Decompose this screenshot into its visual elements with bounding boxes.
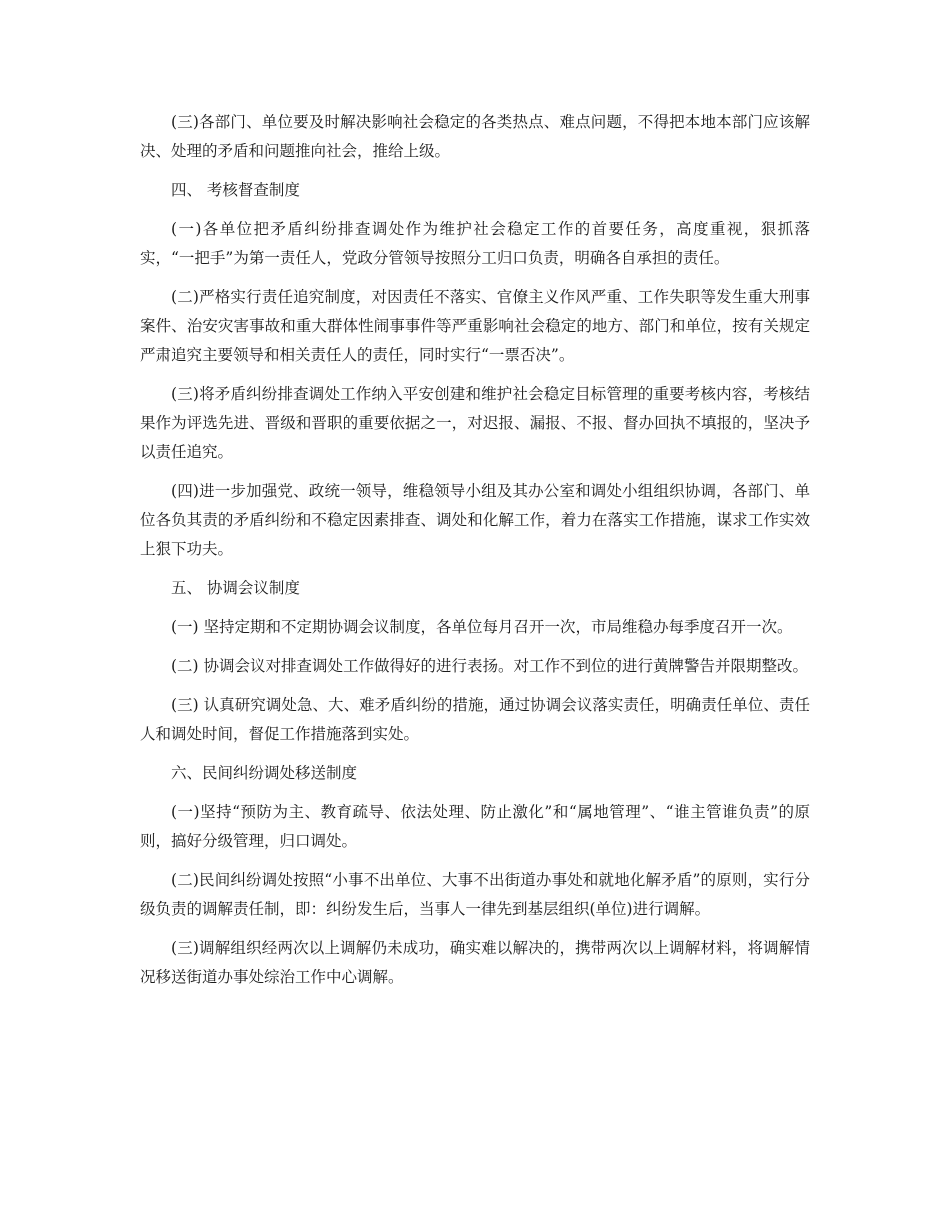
paragraph-4-4: (四)进一步加强党、政统一领导，维稳领导小组及其办公室和调处小组组织协调，各部门、单位各负其责的矛盾纠纷和不稳定因素排查、调处和化解工作，着力在落实工作措施，谋求工作实效上狠下功夫。	[140, 482, 810, 558]
paragraph-6-3: (三)调解组织经两次以上调解仍未成功，确实难以解决的，携带两次以上调解材料，将调解情况移送街道办事处综治工作中心调解。	[140, 939, 810, 986]
paragraph-5-1: (一) 坚持定期和不定期协调会议制度，各单位每月召开一次，市局维稳办每季度召开一次。	[171, 618, 793, 636]
document-body	[140, 108, 810, 1002]
paragraph-5-2: (二) 协调会议对排查调处工作做得好的进行表扬。对工作不到位的进行黄牌警告并限期整改。	[171, 657, 809, 675]
section-heading-6-disputes: 六、民间纠纷调处移送制度	[171, 764, 358, 782]
paragraph-5-3: (三) 认真研究调处急、大、难矛盾纠纷的措施，通过协调会议落实责任，明确责任单位、责任人和调处时间，督促工作措施落到实处。	[140, 696, 810, 743]
paragraph-6-1: (一)坚持“预防为主、教育疏导、依法处理、防止激化”和“属地管理”、“谁主管谁负责”的原则，搞好分级管理，归口调处。	[140, 803, 810, 850]
section-heading-4-assessment: 四、 考核督查制度	[171, 181, 300, 199]
paragraph-4-1: (一)各单位把矛盾纠纷排查调处作为维护社会稳定工作的首要任务，高度重视，狠抓落实，“一把手”为第一责任人，党政分管领导按照分工归口负责，明确各自承担的责任。	[140, 220, 810, 267]
section-heading-5-meetings: 五、 协调会议制度	[171, 579, 300, 597]
paragraph-4-2: (二)严格实行责任追究制度，对因责任不落实、官僚主义作风严重、工作失职等发生重大刑事案件、治安灾害事故和重大群体性闹事事件等严重影响社会稳定的地方、部门和单位，按有关规定严肃追究主要领导和相关责任人的责任，同时实行“一票否决”。	[140, 288, 810, 364]
paragraph-4-3: (三)将矛盾纠纷排查调处工作纳入平安创建和维护社会稳定目标管理的重要考核内容，考核结果作为评选先进、晋级和晋职的重要依据之一，对迟报、漏报、不报、督办回执不填报的，坚决予以责任追究。	[140, 385, 810, 461]
paragraph-san-hotspot-issues: (三)各部门、单位要及时解决影响社会稳定的各类热点、难点问题，不得把本地本部门应该解决、处理的矛盾和问题推向社会，推给上级。	[140, 113, 810, 160]
paragraph-6-2: (二)民间纠纷调处按照“小事不出单位、大事不出街道办事处和就地化解矛盾”的原则，实行分级负责的调解责任制，即：纠纷发生后，当事人一律先到基层组织(单位)进行调解。	[140, 871, 810, 918]
